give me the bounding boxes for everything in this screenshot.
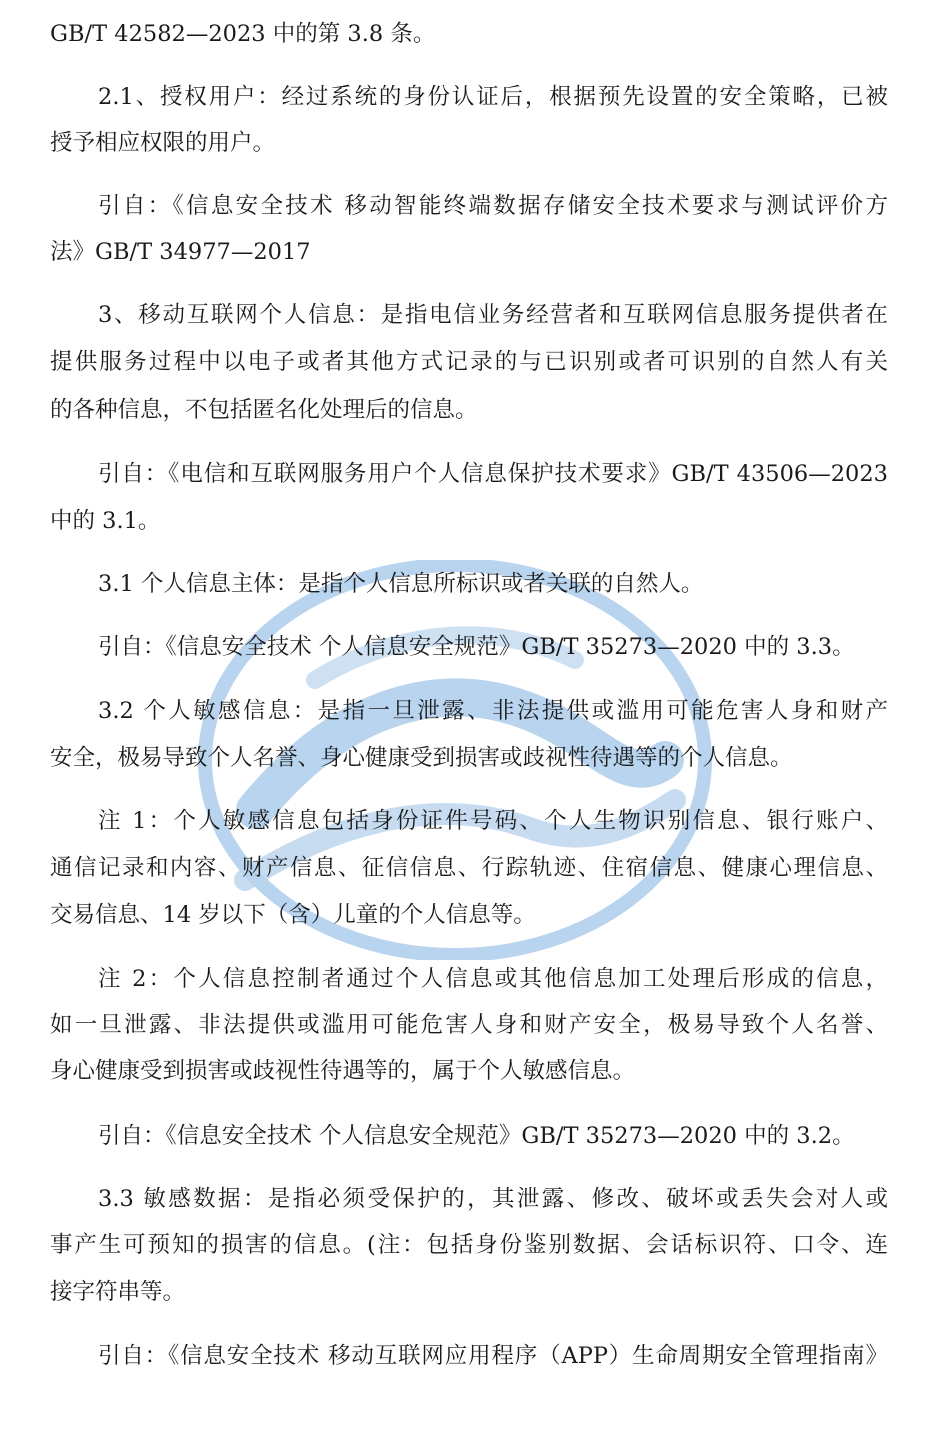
text-line: 引自：《信息安全技术 个人信息安全规范》GB/T 35273—2020 中的 3.3。 [98, 634, 855, 660]
text-line: 3.3 敏感数据：是指必须受保护的，其泄露、修改、破坏或丢失会对人或 [98, 1186, 888, 1212]
text-line: 3.2 个人敏感信息：是指一旦泄露、非法提供或滥用可能危害人身和财产 [98, 698, 888, 724]
text-line: 法》GB/T 34977—2017 [50, 239, 311, 265]
text-line: 授予相应权限的用户。 [50, 130, 276, 156]
text-line: 中的 3.1。 [50, 508, 161, 534]
text-line: 引自：《电信和互联网服务用户个人信息保护技术要求》GB/T 43506—2023 [98, 461, 888, 487]
text-line: 引自：《信息安全技术 移动互联网应用程序（APP）生命周期安全管理指南》 [98, 1343, 888, 1369]
text-line: 注 2：个人信息控制者通过个人信息或其他信息加工处理后形成的信息， [98, 966, 888, 992]
text-line: 2.1、授权用户：经过系统的身份认证后，根据预先设置的安全策略，已被 [98, 84, 888, 110]
text-line: 如一旦泄露、非法提供或滥用可能危害人身和财产安全，极易导致个人名誉、 [50, 1012, 888, 1038]
text-line: 接字符串等。 [50, 1279, 186, 1305]
text-line: 通信记录和内容、财产信息、征信信息、行踪轨迹、住宿信息、健康心理信息、 [50, 855, 888, 881]
text-line: 引自：《信息安全技术 个人信息安全规范》GB/T 35273—2020 中的 3.2。 [98, 1123, 855, 1149]
text-line: 安全，极易导致个人名誉、身心健康受到损害或歧视性待遇等的个人信息。 [50, 745, 793, 771]
text-line: 身心健康受到损害或歧视性待遇等的，属于个人敏感信息。 [50, 1058, 636, 1084]
text-line: 提供服务过程中以电子或者其他方式记录的与已识别或者可识别的自然人有关 [50, 349, 888, 375]
text-line: 事产生可预知的损害的信息。(注：包括身份鉴别数据、会话标识符、口令、连 [50, 1232, 888, 1258]
text-line: 3、移动互联网个人信息：是指电信业务经营者和互联网信息服务提供者在 [98, 302, 888, 328]
text-line: 注 1：个人敏感信息包括身份证件号码、个人生物识别信息、银行账户、 [98, 808, 888, 834]
text-line: 引自：《信息安全技术 移动智能终端数据存储安全技术要求与测试评价方 [98, 193, 888, 219]
text-line: GB/T 42582—2023 中的第 3.8 条。 [50, 21, 436, 47]
text-line: 3.1 个人信息主体：是指个人信息所标识或者关联的自然人。 [98, 571, 704, 597]
text-line: 的各种信息，不包括匿名化处理后的信息。 [50, 397, 478, 423]
text-line: 交易信息、14 岁以下（含）儿童的个人信息等。 [50, 902, 536, 928]
